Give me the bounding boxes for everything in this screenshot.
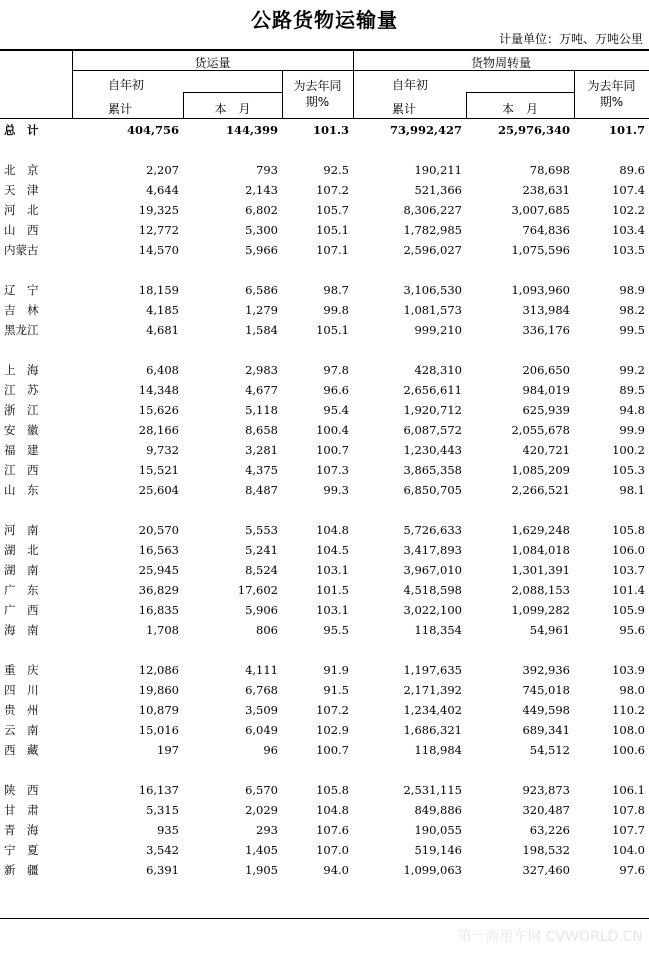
turnover-yoy: 94.8 — [619, 403, 645, 417]
freight-month: 5,118 — [245, 403, 278, 417]
turnover-cumulative: 2,596,027 — [403, 243, 462, 257]
freight-cumulative: 197 — [157, 743, 179, 757]
freight-month: 4,111 — [245, 663, 278, 677]
freight-yoy: 107.6 — [316, 823, 349, 837]
row-label: 新 疆 — [4, 863, 39, 877]
freight-yoy: 107.3 — [316, 463, 349, 477]
header-month: 本 月 — [501, 102, 538, 116]
freight-yoy: 100.7 — [316, 443, 349, 457]
turnover-cumulative: 3,106,530 — [403, 283, 462, 297]
turnover-yoy: 99.9 — [619, 423, 645, 437]
freight-yoy: 97.8 — [323, 363, 349, 377]
turnover-month: 327,460 — [522, 863, 570, 877]
turnover-yoy: 110.2 — [612, 703, 645, 717]
row-label: 黑龙江 — [4, 323, 39, 337]
table-row — [0, 220, 649, 240]
row-label: 西 藏 — [4, 743, 39, 757]
freight-yoy: 103.1 — [316, 563, 349, 577]
freight-yoy: 101.5 — [316, 583, 349, 597]
turnover-yoy: 100.6 — [612, 743, 645, 757]
freight-month: 8,487 — [245, 483, 278, 497]
row-label: 广 东 — [4, 583, 39, 597]
turnover-month: 1,099,282 — [511, 603, 570, 617]
group-spacer — [0, 760, 649, 780]
turnover-month: 78,698 — [529, 163, 570, 177]
turnover-yoy: 108.0 — [612, 723, 645, 737]
turnover-cumulative: 521,366 — [414, 183, 462, 197]
turnover-month: 2,266,521 — [511, 483, 570, 497]
turnover-cumulative: 6,850,705 — [403, 483, 462, 497]
turnover-cumulative: 1,920,712 — [403, 403, 462, 417]
table-row — [0, 240, 649, 260]
turnover-cumulative: 190,055 — [414, 823, 462, 837]
freight-cumulative: 404,756 — [126, 123, 179, 137]
header-freight: 货运量 — [194, 56, 231, 70]
freight-yoy: 102.9 — [316, 723, 349, 737]
table-row — [0, 280, 649, 300]
freight-cumulative: 25,604 — [138, 483, 179, 497]
freight-cumulative: 19,860 — [138, 683, 179, 697]
table-row — [0, 700, 649, 720]
freight-month: 5,300 — [245, 223, 278, 237]
table-row — [0, 780, 649, 800]
header-ytd: 自年初 — [108, 78, 145, 92]
freight-yoy: 104.8 — [316, 803, 349, 817]
header-yoy-line1: 为去年同 — [587, 79, 636, 93]
turnover-month: 206,650 — [522, 363, 570, 377]
turnover-month: 1,085,209 — [511, 463, 570, 477]
row-label: 宁 夏 — [4, 843, 39, 857]
row-label: 河 南 — [4, 523, 39, 537]
freight-month: 2,029 — [245, 803, 278, 817]
freight-cumulative: 935 — [157, 823, 179, 837]
total-row — [0, 120, 649, 140]
turnover-cumulative: 3,865,358 — [403, 463, 462, 477]
turnover-month: 625,939 — [522, 403, 570, 417]
freight-yoy: 92.5 — [323, 163, 349, 177]
freight-cumulative: 4,185 — [146, 303, 179, 317]
freight-yoy: 91.5 — [323, 683, 349, 697]
freight-month: 806 — [256, 623, 278, 637]
row-label: 天 津 — [4, 183, 39, 197]
row-label: 浙 江 — [4, 403, 39, 417]
turnover-month: 2,088,153 — [511, 583, 570, 597]
turnover-yoy: 98.2 — [619, 303, 645, 317]
freight-cumulative: 6,391 — [146, 863, 179, 877]
freight-month: 5,553 — [245, 523, 278, 537]
turnover-cumulative: 1,099,063 — [403, 863, 462, 877]
table-row — [0, 540, 649, 560]
turnover-cumulative: 519,146 — [414, 843, 462, 857]
header-cumulative: 累计 — [108, 102, 133, 116]
freight-cumulative: 16,137 — [138, 783, 179, 797]
freight-cumulative: 4,681 — [146, 323, 179, 337]
freight-yoy: 94.0 — [323, 863, 349, 877]
freight-yoy: 99.8 — [323, 303, 349, 317]
table-row — [0, 840, 649, 860]
turnover-cumulative: 849,886 — [414, 803, 462, 817]
turnover-yoy: 100.2 — [612, 443, 645, 457]
row-label: 福 建 — [4, 443, 39, 457]
freight-month: 144,399 — [225, 123, 278, 137]
turnover-month: 1,084,018 — [511, 543, 570, 557]
turnover-month: 2,055,678 — [511, 423, 570, 437]
table-row — [0, 720, 649, 740]
turnover-yoy: 98.1 — [619, 483, 645, 497]
turnover-cumulative: 118,354 — [414, 623, 462, 637]
freight-month: 5,906 — [245, 603, 278, 617]
turnover-yoy: 101.4 — [612, 583, 645, 597]
row-label: 湖 北 — [4, 543, 39, 557]
freight-cumulative: 16,563 — [138, 543, 179, 557]
turnover-cumulative: 1,234,402 — [403, 703, 462, 717]
freight-cumulative: 15,626 — [138, 403, 179, 417]
freight-cumulative: 9,732 — [146, 443, 179, 457]
table-row — [0, 200, 649, 220]
turnover-yoy: 106.1 — [612, 783, 645, 797]
table-row — [0, 320, 649, 340]
freight-cumulative: 2,207 — [146, 163, 179, 177]
freight-month: 5,241 — [245, 543, 278, 557]
turnover-yoy: 101.7 — [608, 123, 645, 137]
freight-month: 1,905 — [245, 863, 278, 877]
table-row — [0, 560, 649, 580]
header-turnover: 货物周转量 — [470, 56, 531, 70]
table-row — [0, 300, 649, 320]
freight-month: 96 — [263, 743, 278, 757]
turnover-yoy: 103.5 — [612, 243, 645, 257]
row-label: 内蒙古 — [4, 243, 39, 257]
freight-month: 2,983 — [245, 363, 278, 377]
turnover-cumulative: 118,984 — [414, 743, 462, 757]
watermark-logo: 第一商用车网 CVWORLD.CN — [457, 929, 643, 945]
freight-month: 6,570 — [245, 783, 278, 797]
table-row — [0, 740, 649, 760]
turnover-yoy: 97.6 — [619, 863, 645, 877]
freight-cumulative: 15,016 — [138, 723, 179, 737]
table-row — [0, 620, 649, 640]
row-label: 湖 南 — [4, 563, 39, 577]
freight-cumulative: 3,542 — [146, 843, 179, 857]
turnover-month: 420,721 — [522, 443, 570, 457]
table-row — [0, 600, 649, 620]
turnover-cumulative: 1,081,573 — [403, 303, 462, 317]
group-spacer — [0, 140, 649, 160]
page-title: 公路货物运输量 — [251, 8, 398, 32]
turnover-month: 392,936 — [522, 663, 570, 677]
row-label: 陕 西 — [4, 783, 39, 797]
turnover-cumulative: 8,306,227 — [403, 203, 462, 217]
turnover-cumulative: 3,967,010 — [403, 563, 462, 577]
freight-yoy: 100.7 — [316, 743, 349, 757]
turnover-month: 1,629,248 — [511, 523, 570, 537]
turnover-yoy: 102.2 — [612, 203, 645, 217]
table-row — [0, 680, 649, 700]
freight-month: 6,586 — [245, 283, 278, 297]
freight-yoy: 104.5 — [316, 543, 349, 557]
turnover-month: 54,512 — [529, 743, 570, 757]
header-yoy-line2: 期% — [599, 95, 624, 109]
turnover-cumulative: 5,726,633 — [403, 523, 462, 537]
row-label: 江 苏 — [4, 383, 39, 397]
turnover-month: 320,487 — [522, 803, 570, 817]
freight-month: 3,509 — [245, 703, 278, 717]
row-label: 河 北 — [4, 203, 39, 217]
freight-yoy: 91.9 — [323, 663, 349, 677]
turnover-cumulative: 3,022,100 — [403, 603, 462, 617]
turnover-yoy: 105.9 — [612, 603, 645, 617]
freight-month: 793 — [256, 163, 278, 177]
top-rule — [0, 49, 649, 51]
table-body — [0, 120, 649, 880]
freight-cumulative: 19,325 — [138, 203, 179, 217]
table-row — [0, 820, 649, 840]
freight-cumulative: 6,408 — [146, 363, 179, 377]
freight-yoy: 105.8 — [316, 783, 349, 797]
freight-cumulative: 10,879 — [138, 703, 179, 717]
turnover-cumulative: 2,656,611 — [403, 383, 462, 397]
table-row — [0, 440, 649, 460]
row-label: 山 西 — [4, 223, 39, 237]
row-label: 上 海 — [4, 363, 39, 377]
group-spacer — [0, 640, 649, 660]
turnover-yoy: 89.6 — [619, 163, 645, 177]
freight-yoy: 105.1 — [316, 223, 349, 237]
turnover-yoy: 107.4 — [612, 183, 645, 197]
turnover-month: 764,836 — [522, 223, 570, 237]
freight-cumulative: 25,945 — [138, 563, 179, 577]
row-label: 北 京 — [4, 163, 39, 177]
turnover-month: 238,631 — [522, 183, 570, 197]
freight-cumulative: 20,570 — [138, 523, 179, 537]
row-label: 广 西 — [4, 603, 39, 617]
freight-month: 5,966 — [245, 243, 278, 257]
turnover-month: 745,018 — [522, 683, 570, 697]
turnover-month: 449,598 — [522, 703, 570, 717]
group-spacer — [0, 260, 649, 280]
freight-yoy: 105.1 — [316, 323, 349, 337]
turnover-yoy: 103.4 — [612, 223, 645, 237]
freight-cumulative: 14,570 — [138, 243, 179, 257]
table-row — [0, 380, 649, 400]
turnover-month: 1,075,596 — [511, 243, 570, 257]
header-cumulative: 累计 — [392, 102, 417, 116]
freight-yoy: 96.6 — [323, 383, 349, 397]
freight-yoy: 100.4 — [316, 423, 349, 437]
turnover-cumulative: 4,518,598 — [403, 583, 462, 597]
table-row — [0, 660, 649, 680]
turnover-yoy: 98.9 — [619, 283, 645, 297]
turnover-yoy: 106.0 — [612, 543, 645, 557]
table-row — [0, 420, 649, 440]
table-row — [0, 580, 649, 600]
group-spacer — [0, 500, 649, 520]
freight-cumulative: 1,708 — [146, 623, 179, 637]
header-divider — [466, 92, 574, 93]
turnover-month: 336,176 — [522, 323, 570, 337]
freight-cumulative: 36,829 — [138, 583, 179, 597]
freight-yoy: 107.2 — [316, 183, 349, 197]
turnover-yoy: 105.8 — [612, 523, 645, 537]
header-yoy-line2: 期% — [305, 95, 330, 109]
freight-cumulative: 12,086 — [138, 663, 179, 677]
header-yoy-line1: 为去年同 — [293, 79, 342, 93]
freight-month: 6,802 — [245, 203, 278, 217]
freight-month: 6,049 — [245, 723, 278, 737]
turnover-yoy: 103.7 — [612, 563, 645, 577]
freight-yoy: 99.3 — [323, 483, 349, 497]
freight-month: 3,281 — [245, 443, 278, 457]
freight-month: 4,375 — [245, 463, 278, 477]
freight-cumulative: 18,159 — [138, 283, 179, 297]
turnover-month: 313,984 — [522, 303, 570, 317]
turnover-month: 63,226 — [529, 823, 570, 837]
turnover-yoy: 99.5 — [619, 323, 645, 337]
turnover-cumulative: 1,230,443 — [403, 443, 462, 457]
freight-cumulative: 16,835 — [138, 603, 179, 617]
turnover-cumulative: 1,782,985 — [403, 223, 462, 237]
row-label: 江 西 — [4, 463, 39, 477]
freight-yoy: 95.5 — [323, 623, 349, 637]
table-row — [0, 480, 649, 500]
turnover-yoy: 99.2 — [619, 363, 645, 377]
table-row — [0, 180, 649, 200]
header-yoy — [282, 78, 353, 110]
turnover-cumulative: 3,417,893 — [403, 543, 462, 557]
row-label: 四 川 — [4, 683, 39, 697]
freight-cumulative: 5,315 — [146, 803, 179, 817]
freight-yoy: 101.3 — [312, 123, 349, 137]
table-row — [0, 800, 649, 820]
freight-yoy: 104.8 — [316, 523, 349, 537]
freight-yoy: 107.1 — [316, 243, 349, 257]
data-table — [0, 120, 649, 880]
freight-cumulative: 4,644 — [146, 183, 179, 197]
turnover-cumulative: 190,211 — [414, 163, 462, 177]
freight-month: 17,602 — [237, 583, 278, 597]
row-label: 云 南 — [4, 723, 39, 737]
turnover-month: 1,093,960 — [511, 283, 570, 297]
group-spacer — [0, 340, 649, 360]
turnover-cumulative: 999,210 — [414, 323, 462, 337]
turnover-month: 689,341 — [522, 723, 570, 737]
turnover-cumulative: 2,531,115 — [403, 783, 462, 797]
freight-cumulative: 28,166 — [138, 423, 179, 437]
row-label: 贵 州 — [4, 703, 39, 717]
turnover-cumulative: 73,992,427 — [389, 123, 462, 137]
header-month: 本 月 — [214, 102, 251, 116]
header-ytd: 自年初 — [392, 78, 429, 92]
freight-month: 6,768 — [245, 683, 278, 697]
turnover-yoy: 107.8 — [612, 803, 645, 817]
turnover-month: 3,007,685 — [511, 203, 570, 217]
table-row — [0, 400, 649, 420]
table-row — [0, 860, 649, 880]
freight-cumulative: 15,521 — [138, 463, 179, 477]
freight-month: 293 — [256, 823, 278, 837]
freight-yoy: 95.4 — [323, 403, 349, 417]
header-bottom-rule — [0, 118, 649, 119]
table-row — [0, 460, 649, 480]
table-row — [0, 520, 649, 540]
turnover-cumulative: 428,310 — [414, 363, 462, 377]
row-label: 甘 肃 — [4, 803, 39, 817]
table-bottom-rule — [0, 918, 649, 919]
turnover-yoy: 105.3 — [612, 463, 645, 477]
turnover-month: 1,301,391 — [511, 563, 570, 577]
row-label: 安 徽 — [4, 423, 39, 437]
freight-yoy: 107.2 — [316, 703, 349, 717]
turnover-yoy: 107.7 — [612, 823, 645, 837]
turnover-month: 25,976,340 — [497, 123, 570, 137]
table-row — [0, 360, 649, 380]
row-label: 辽 宁 — [4, 283, 39, 297]
freight-month: 8,524 — [245, 563, 278, 577]
freight-month: 2,143 — [245, 183, 278, 197]
turnover-month: 923,873 — [522, 783, 570, 797]
header-divider — [183, 92, 282, 93]
turnover-yoy: 95.6 — [619, 623, 645, 637]
row-label: 重 庆 — [4, 663, 39, 677]
freight-month: 8,658 — [245, 423, 278, 437]
freight-cumulative: 14,348 — [138, 383, 179, 397]
freight-month: 1,584 — [245, 323, 278, 337]
turnover-yoy: 89.5 — [619, 383, 645, 397]
freight-month: 1,279 — [245, 303, 278, 317]
turnover-yoy: 104.0 — [612, 843, 645, 857]
freight-yoy: 107.0 — [316, 843, 349, 857]
row-label: 青 海 — [4, 823, 39, 837]
freight-yoy: 105.7 — [316, 203, 349, 217]
turnover-month: 984,019 — [522, 383, 570, 397]
header-yoy — [574, 78, 649, 110]
freight-month: 4,677 — [245, 383, 278, 397]
turnover-month: 198,532 — [522, 843, 570, 857]
turnover-month: 54,961 — [529, 623, 570, 637]
row-label: 山 东 — [4, 483, 39, 497]
turnover-cumulative: 2,171,392 — [403, 683, 462, 697]
turnover-cumulative: 1,686,321 — [403, 723, 462, 737]
unit-note: 计量单位：万吨、万吨公里 — [498, 32, 643, 46]
row-label: 吉 林 — [4, 303, 39, 317]
turnover-yoy: 98.0 — [619, 683, 645, 697]
row-label: 海 南 — [4, 623, 39, 637]
freight-month: 1,405 — [245, 843, 278, 857]
turnover-cumulative: 6,087,572 — [403, 423, 462, 437]
freight-yoy: 103.1 — [316, 603, 349, 617]
row-label: 总 计 — [4, 123, 39, 137]
turnover-yoy: 103.9 — [612, 663, 645, 677]
freight-yoy: 98.7 — [323, 283, 349, 297]
table-row — [0, 160, 649, 180]
turnover-cumulative: 1,197,635 — [403, 663, 462, 677]
freight-cumulative: 12,772 — [138, 223, 179, 237]
